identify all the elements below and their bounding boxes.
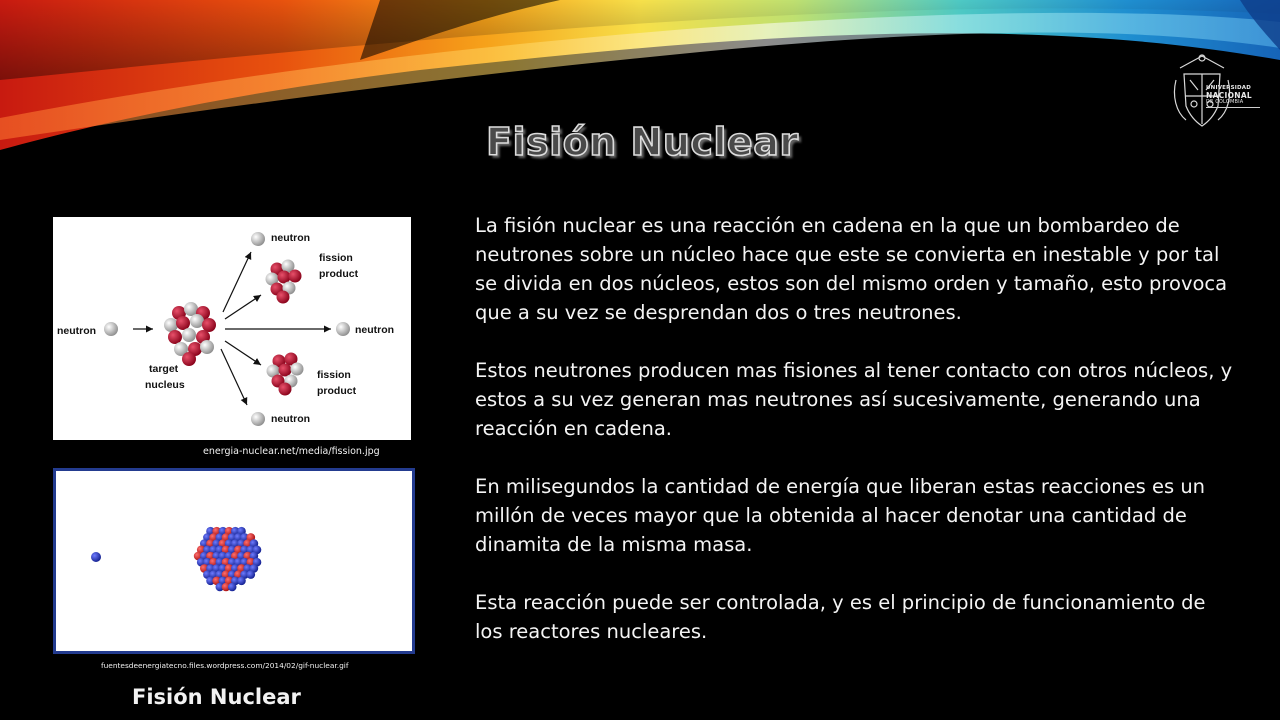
nucleon <box>247 570 256 579</box>
incoming-neutron <box>91 552 101 562</box>
label-neutron-bottom: neutron <box>271 413 311 425</box>
label-neutron-right: neutron <box>355 324 395 336</box>
uranium-nucleus <box>194 527 261 591</box>
fission-animation-frame <box>53 468 415 654</box>
fission-diagram <box>53 217 411 440</box>
fission-product-bottom <box>267 353 304 396</box>
label-neutron-top: neutron <box>271 232 311 244</box>
paragraph-4: Esta reacción puede ser controlada, y es el principio de funcionamiento de los reactores nucleares. <box>475 591 1206 643</box>
logo-line-3: DE COLOMBIA <box>1206 98 1244 105</box>
figure-title: Fisión Nuclear <box>132 685 301 709</box>
target-nucleus <box>164 302 216 366</box>
paragraph-2: Estos neutrones producen mas fisiones al tener contacto con otros núcleos, y estos a su vez generan mas neutrones así sucesivamente, generando una reacción en cadena. <box>475 359 1233 440</box>
neutron-bottom <box>251 412 265 426</box>
logo-underline <box>1206 107 1260 108</box>
logo-line-2: NACIONAL <box>1206 90 1253 100</box>
figure1-source: energia-nuclear.net/media/fission.jpg <box>203 446 380 457</box>
paragraph-3: En milisegundos la cantidad de energía que liberan estas reacciones es un millón de veces mayor que la obtenida al hacer denotar una cantidad de dinamita de la misma masa. <box>475 475 1206 556</box>
neutron-right <box>336 322 350 336</box>
nucleon <box>237 577 246 586</box>
label-target-1: target <box>149 363 179 375</box>
label-fission-product-top-1: fission <box>319 252 353 264</box>
logo-line-1: UNIVERSIDAD <box>1206 85 1251 91</box>
label-fission-product-bottom-2: product <box>317 385 357 397</box>
neutron-top <box>251 232 265 246</box>
label-fission-product-top-2: product <box>319 268 359 280</box>
slide-title: Fisión Nuclear <box>486 120 799 164</box>
figure2-source: fuentesdeenergiatecno.files.wordpress.com/2014/02/gif-nuclear.gif <box>101 661 349 670</box>
label-neutron-left: neutron <box>57 325 97 337</box>
nucleon <box>228 583 237 592</box>
label-target-2: nucleus <box>145 379 185 391</box>
label-fission-product-bottom-1: fission <box>317 369 351 381</box>
body-text <box>475 211 1235 675</box>
university-name <box>1206 86 1260 108</box>
paragraph-1: La fisión nuclear es una reacción en cadena en la que un bombardeo de neutrones sobre un núcleo hace que este se convierta en inestable y por tal se divida en dos núcleos, estos son del mismo orden y tamaño, esto provoca que a su vez se desprendan dos o tres neutrones. <box>475 214 1228 324</box>
neutron-left <box>104 322 118 336</box>
fission-product-top <box>266 260 302 304</box>
